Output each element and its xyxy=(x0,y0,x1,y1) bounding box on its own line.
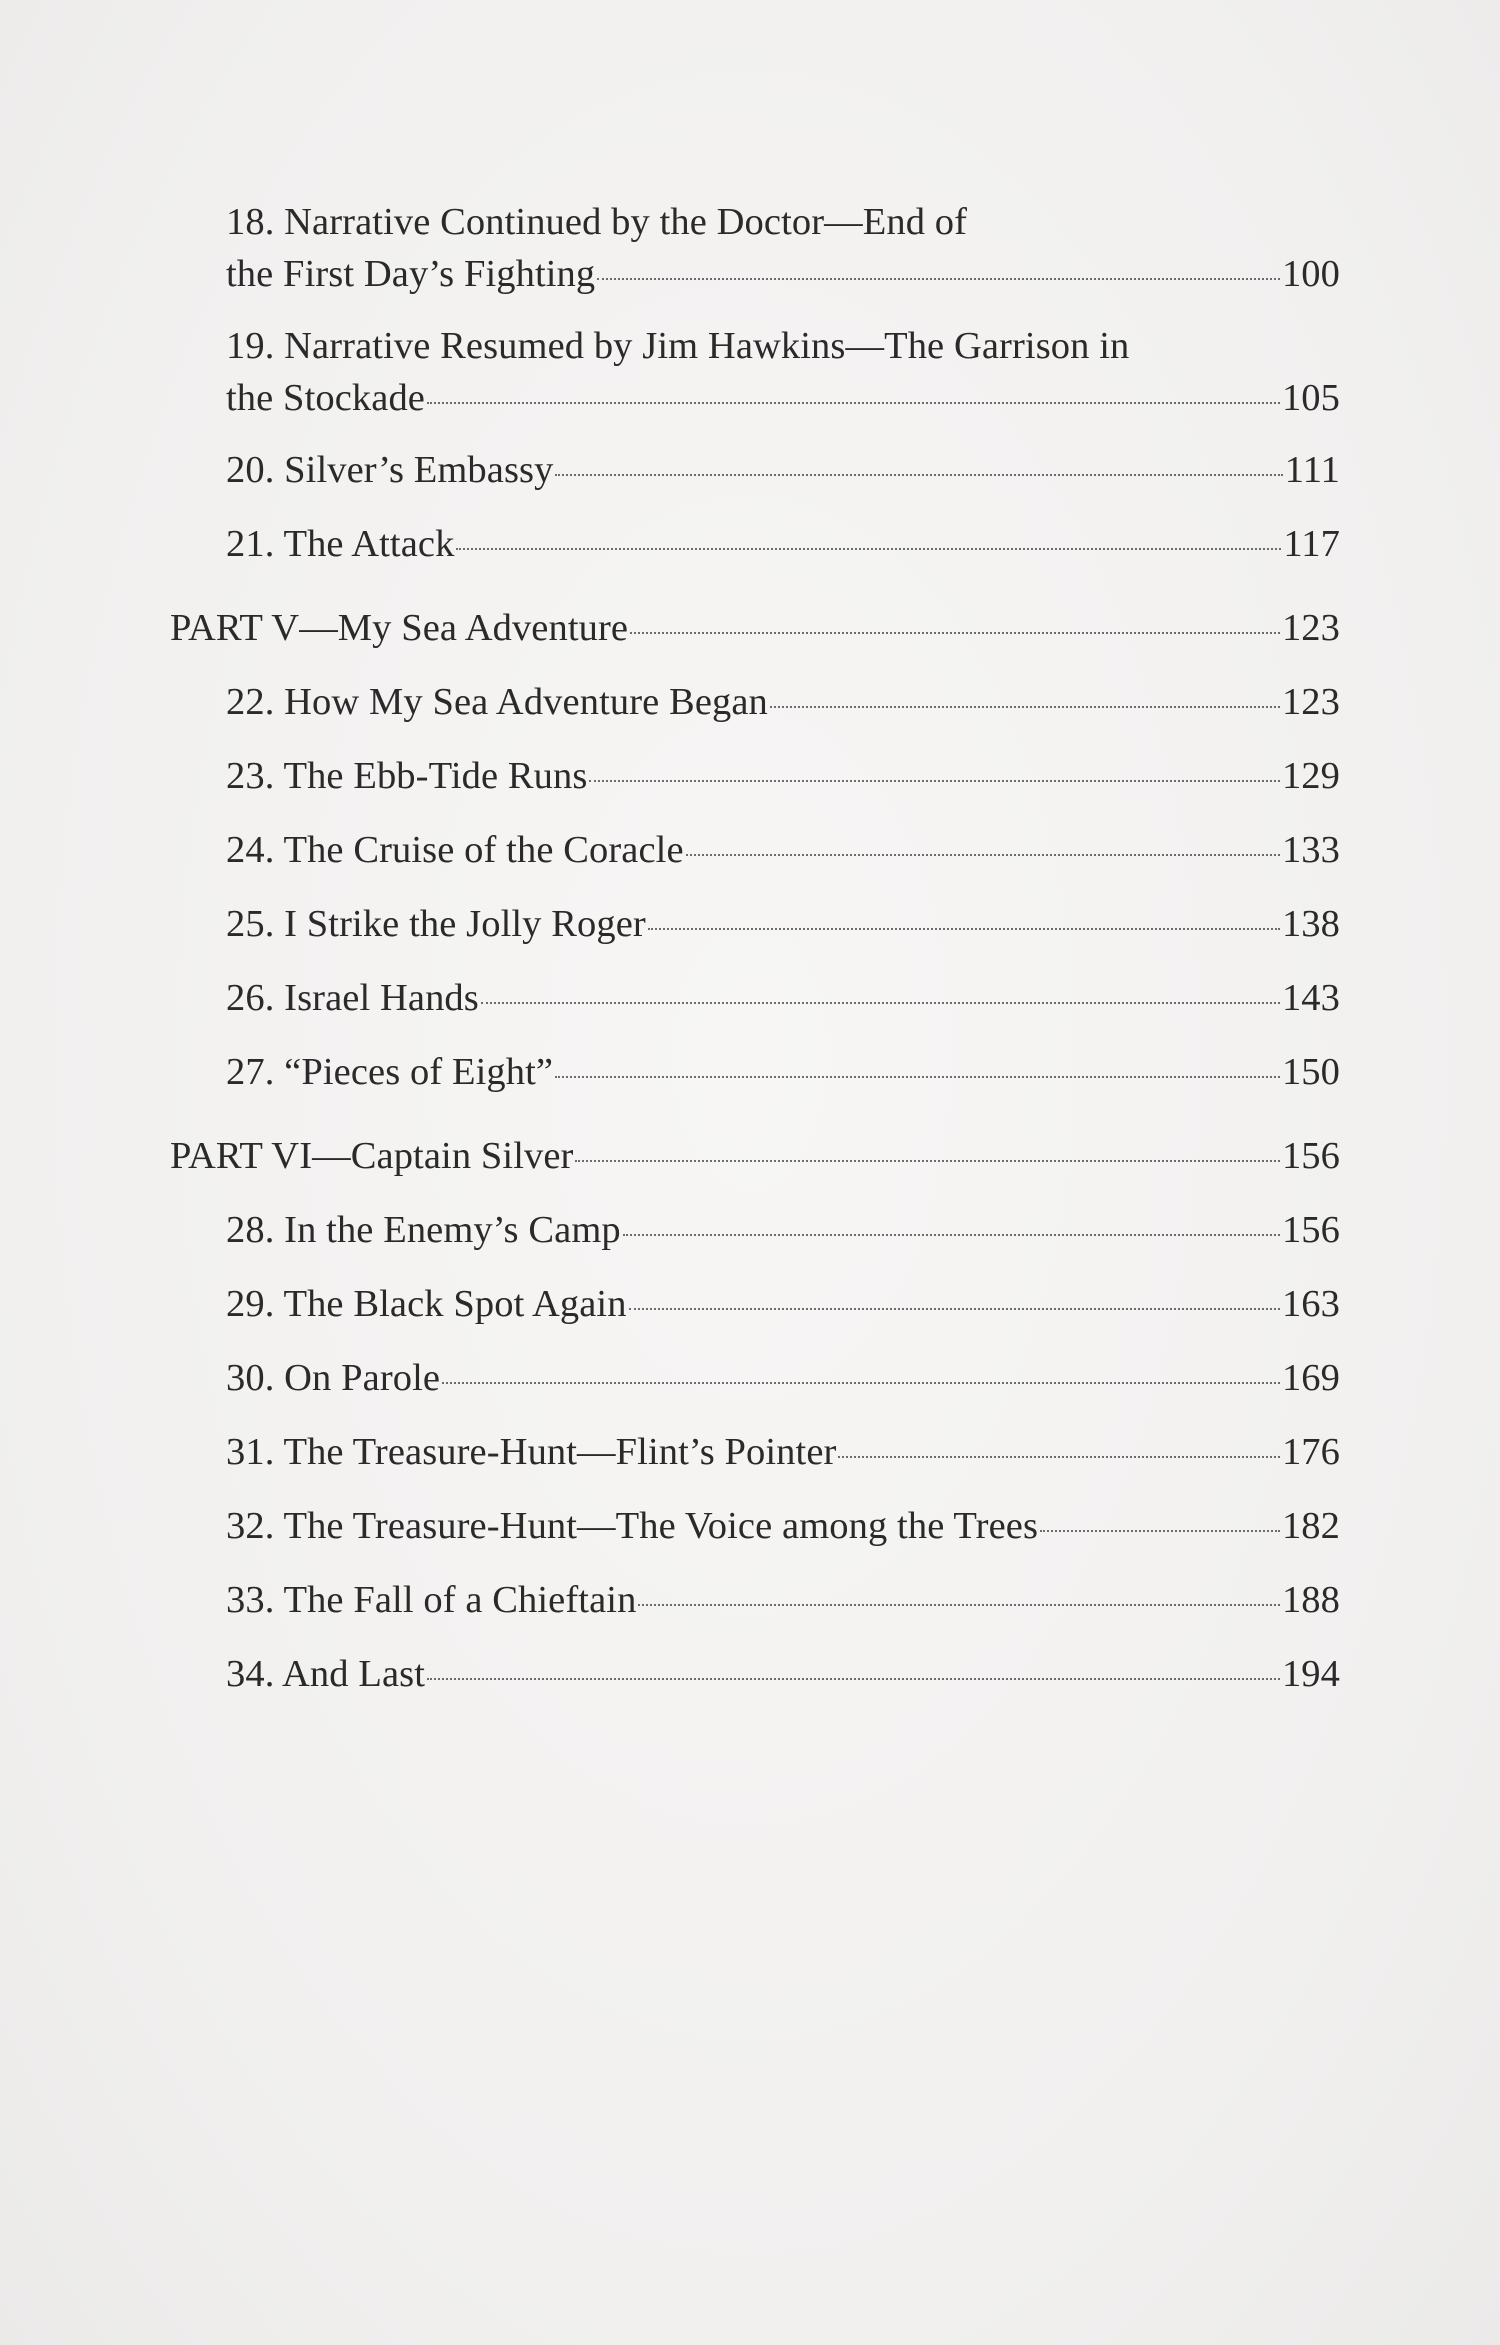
toc-entry-page: 143 xyxy=(1281,977,1340,1019)
toc-entry-chapter-32 xyxy=(226,1500,1340,1552)
dot-leader xyxy=(427,1678,1280,1680)
toc-entry-part-v xyxy=(170,602,1340,654)
toc-entry-page: 182 xyxy=(1281,1505,1340,1547)
toc-entry-chapter-22 xyxy=(226,676,1340,728)
toc-entry-page: 163 xyxy=(1281,1283,1340,1325)
toc-entry-chapter-28 xyxy=(226,1204,1340,1256)
dot-leader xyxy=(427,402,1280,404)
toc-entry-page: 188 xyxy=(1281,1579,1340,1621)
dot-leader xyxy=(629,1308,1280,1310)
toc-entry-title: 22. How My Sea Adventure Began xyxy=(226,681,768,723)
toc-entry-chapter-33 xyxy=(226,1574,1340,1626)
dot-leader xyxy=(838,1456,1280,1458)
toc-entry-title: 26. Israel Hands xyxy=(226,977,479,1019)
toc-entry-title-line1: 18. Narrative Continued by the Doctor—End of xyxy=(226,201,968,243)
dot-leader xyxy=(481,1002,1280,1004)
dot-leader xyxy=(686,854,1280,856)
toc-entry-page: 129 xyxy=(1281,755,1340,797)
toc-entry-title: 28. In the Enemy’s Camp xyxy=(226,1209,621,1251)
toc-entry-chapter-26 xyxy=(226,972,1340,1024)
toc-entry-page: 194 xyxy=(1281,1653,1340,1695)
toc-entry-page: 169 xyxy=(1281,1357,1340,1399)
dot-leader xyxy=(1040,1530,1280,1532)
toc-entry-page: 123 xyxy=(1281,607,1340,649)
dot-leader xyxy=(630,632,1280,634)
dot-leader xyxy=(456,548,1281,550)
toc-entry-page: 150 xyxy=(1281,1051,1340,1093)
toc-entry-title: PART V—My Sea Adventure xyxy=(170,607,629,649)
toc-entry-chapter-24 xyxy=(226,824,1340,876)
toc-entry-title: PART VI—Captain Silver xyxy=(170,1135,574,1177)
toc-entry-title-line1: 19. Narrative Resumed by Jim Hawkins—The Garrison in xyxy=(226,325,1130,367)
dot-leader xyxy=(638,1604,1280,1606)
toc-entry-page: 105 xyxy=(1281,377,1340,419)
toc-entry-chapter-29 xyxy=(226,1278,1340,1330)
toc-entry-title: the First Day’s Fighting xyxy=(226,253,596,295)
toc-entry-page: 117 xyxy=(1283,523,1340,565)
toc-entry-chapter-19 xyxy=(226,320,1340,424)
toc-entry-title: 32. The Treasure-Hunt—The Voice among the Trees xyxy=(226,1505,1039,1547)
toc-entry-title: 29. The Black Spot Again xyxy=(226,1283,627,1325)
toc-entry-title: 33. The Fall of a Chieftain xyxy=(226,1579,637,1621)
toc-entry-page: 176 xyxy=(1281,1431,1340,1473)
toc-entry-chapter-25 xyxy=(226,898,1340,950)
toc-entry-title: 27. “Pieces of Eight” xyxy=(226,1051,554,1093)
toc-entry-page: 133 xyxy=(1281,829,1340,871)
toc-entry-page: 100 xyxy=(1281,253,1340,295)
toc-entry-page: 156 xyxy=(1281,1209,1340,1251)
dot-leader xyxy=(575,1160,1279,1162)
toc-entry-title: 25. I Strike the Jolly Roger xyxy=(226,903,646,945)
toc-entry-page: 111 xyxy=(1284,449,1340,491)
toc-entry-title: 21. The Attack xyxy=(226,523,455,565)
toc-entry-chapter-31 xyxy=(226,1426,1340,1478)
dot-leader xyxy=(555,1076,1280,1078)
toc-entry-chapter-34 xyxy=(226,1648,1340,1700)
toc-entry-chapter-21 xyxy=(226,518,1340,570)
toc-entry-part-vi xyxy=(170,1130,1340,1182)
dot-leader xyxy=(770,706,1280,708)
toc-entry-title: 23. The Ebb-Tide Runs xyxy=(226,755,588,797)
toc-entry-page: 123 xyxy=(1281,681,1340,723)
toc-entry-title: 20. Silver’s Embassy xyxy=(226,449,554,491)
toc-entry-page: 138 xyxy=(1281,903,1340,945)
dot-leader xyxy=(597,278,1280,280)
dot-leader xyxy=(623,1234,1280,1236)
toc-entry-chapter-30 xyxy=(226,1352,1340,1404)
toc-entry-chapter-23 xyxy=(226,750,1340,802)
dot-leader xyxy=(648,928,1280,930)
toc-entry-chapter-18 xyxy=(226,196,1340,300)
toc-entry-title: 30. On Parole xyxy=(226,1357,441,1399)
toc-entry-chapter-20 xyxy=(226,444,1340,496)
toc-entry-title: 31. The Treasure-Hunt—Flint’s Pointer xyxy=(226,1431,837,1473)
toc-entry-page: 156 xyxy=(1281,1135,1340,1177)
dot-leader xyxy=(555,474,1282,476)
toc-entry-title: the Stockade xyxy=(226,377,425,419)
dot-leader xyxy=(442,1382,1280,1384)
toc-entry-title: 24. The Cruise of the Coracle xyxy=(226,829,684,871)
toc-entry-title: 34. And Last xyxy=(226,1653,426,1695)
dot-leader xyxy=(589,780,1279,782)
toc-entry-chapter-27 xyxy=(226,1046,1340,1098)
